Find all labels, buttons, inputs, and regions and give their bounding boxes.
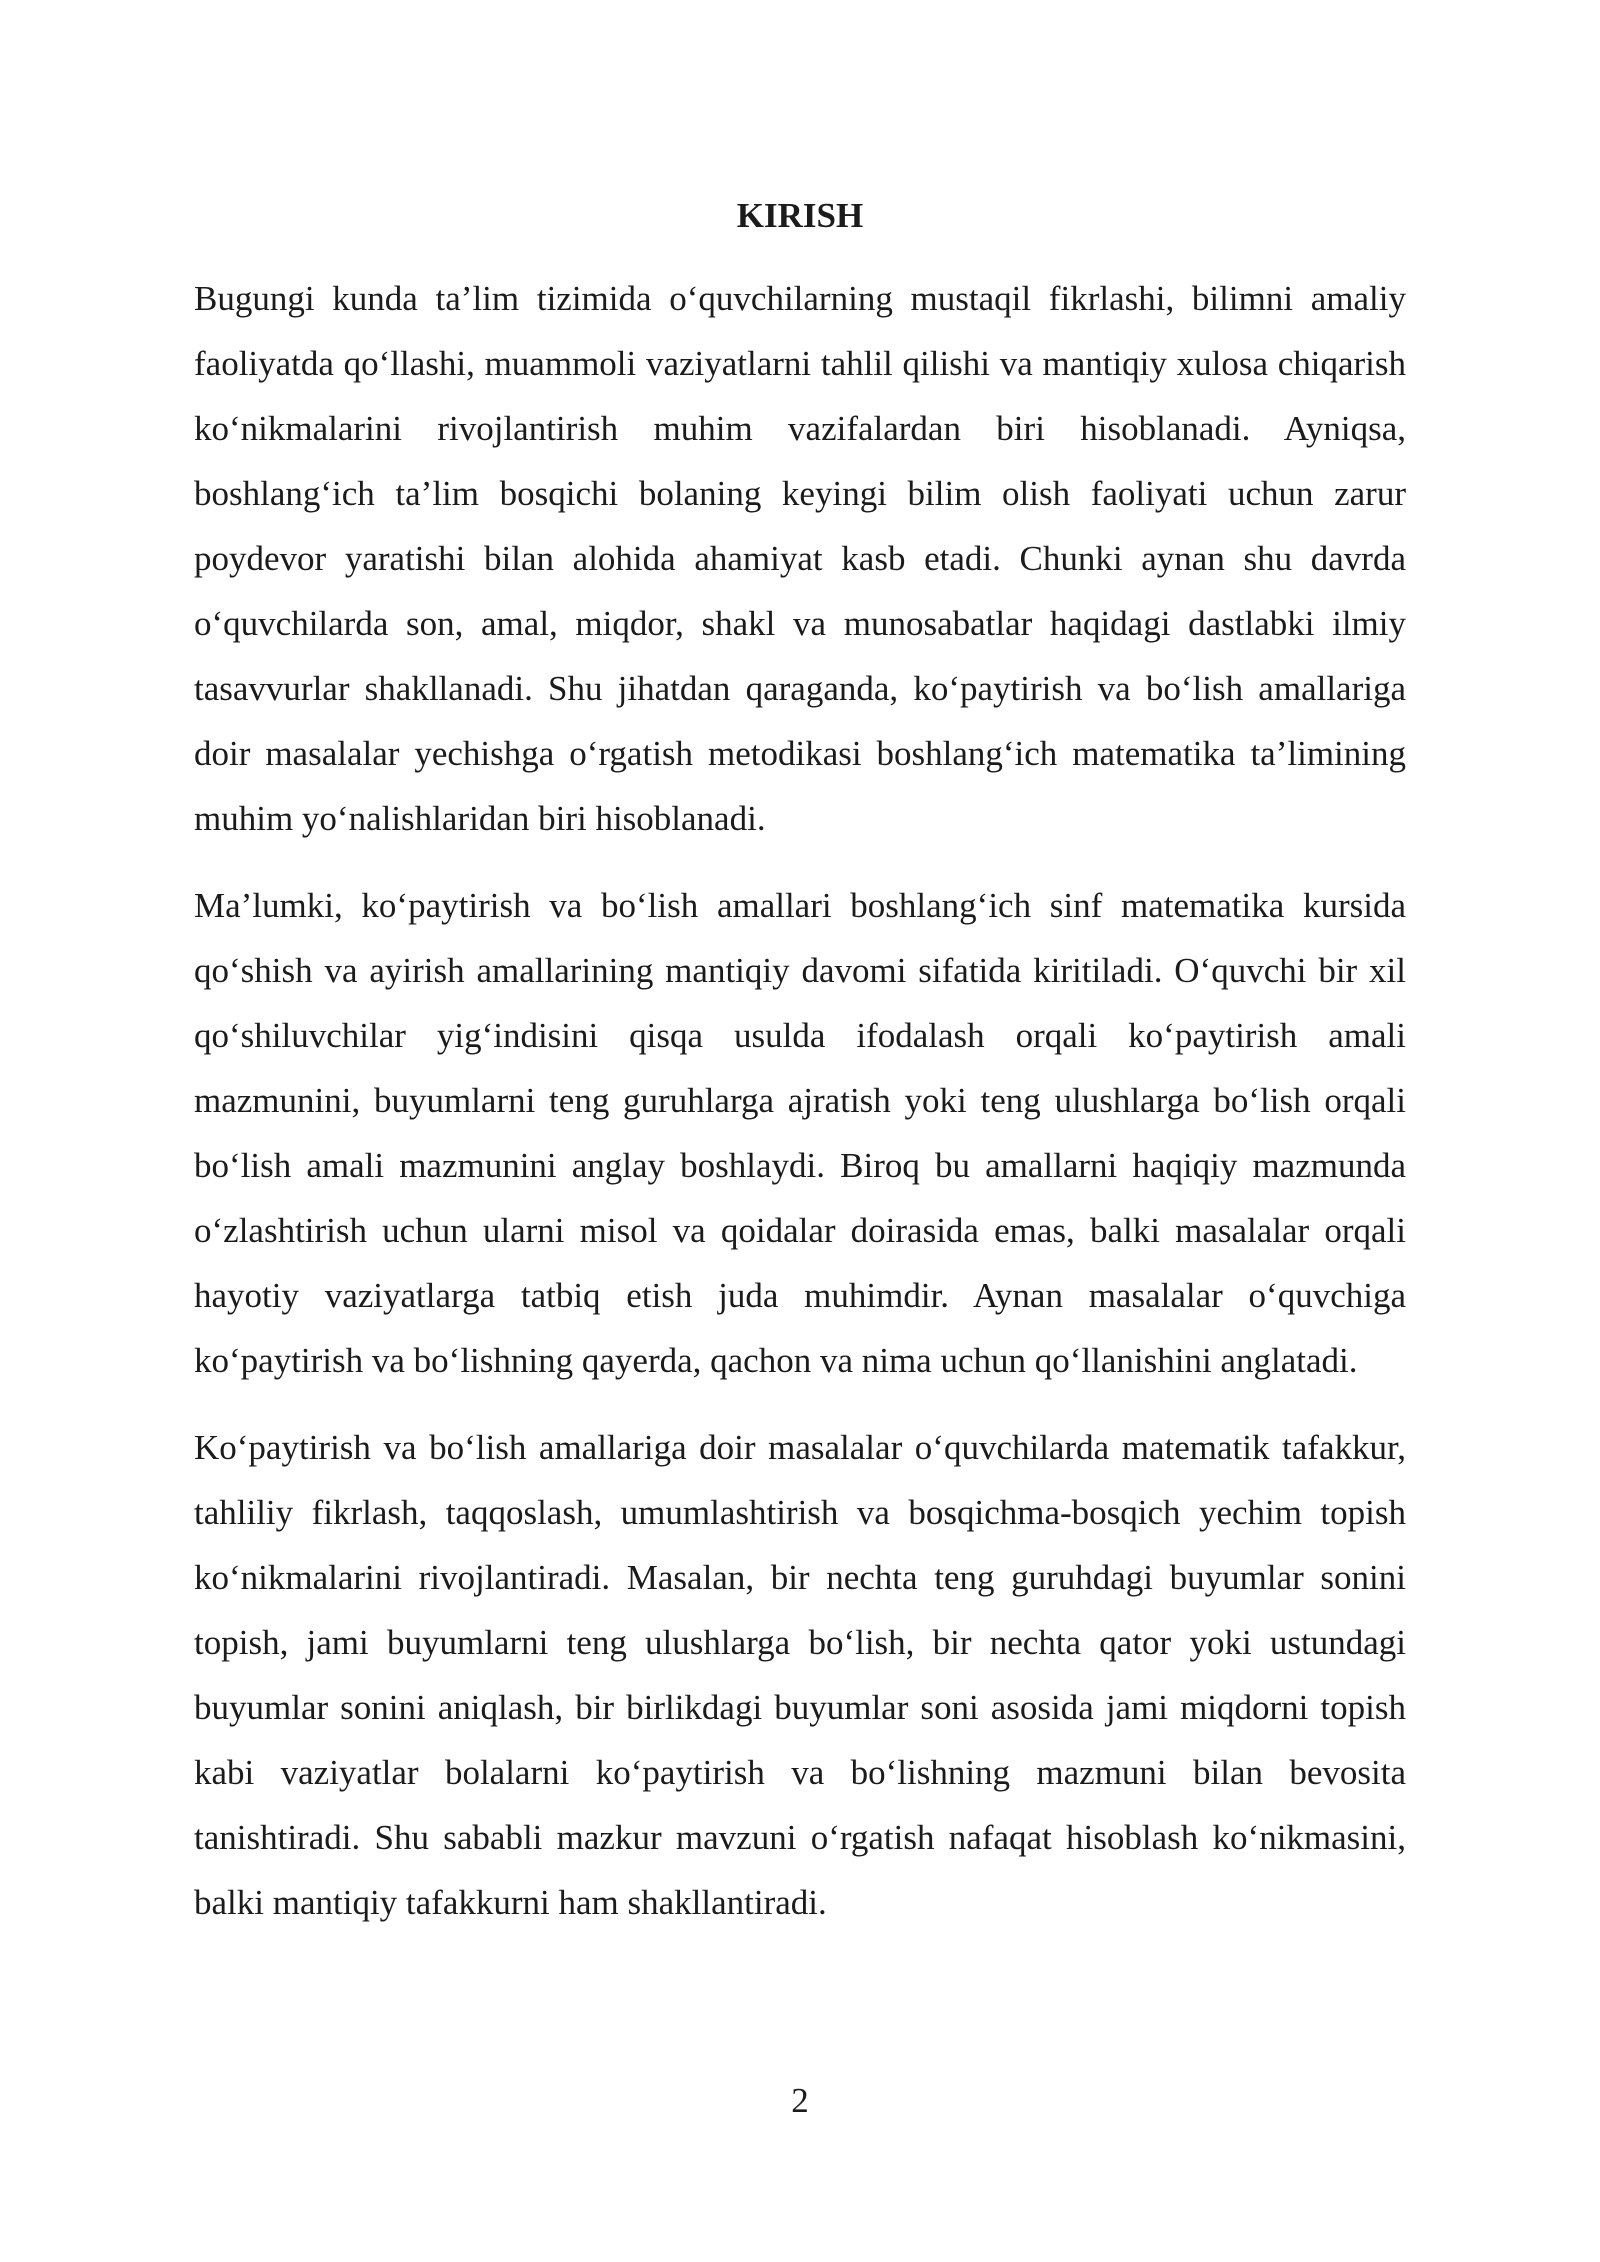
paragraph-2: Ma’lumki, ko‘paytirish va bo‘lish amallari boshlang‘ich sinf matematika kursida qo‘shish va ayirish amallarining mantiqiy davomi sifatida kiritiladi. O‘quvchi bir xil qo‘shiluvchilar yig‘indisini qisqa usulda ifodalash orqali ko‘paytirish amali mazmunini, buyumlarni teng guruhlarga ajratish yoki teng ulushlarga bo‘lish orqali bo‘lish amali mazmunini anglay boshlaydi. Biroq bu amallarni haqiqiy mazmunda o‘zlashtirish uchun ularni misol va qoidalar doirasida emas, balki masalalar orqali hayotiy vaziyatlarga tatbiq etish juda muhimdir. Aynan masalalar o‘quvchiga ko‘paytirish va bo‘lishning qayerda, qachon va nima uchun qo‘llanishini anglatadi. <box>194 886 1406 1380</box>
section-title: KIRISH <box>736 196 864 235</box>
paragraph-3: Ko‘paytirish va bo‘lish amallariga doir masalalar o‘quvchilarda matematik tafakkur, tahliliy fikrlash, taqqoslash, umumlashtirish va bosqichma-bosqich yechim topish ko‘nikmalarini rivojlantiradi. Masalan, bir nechta teng guruhdagi buyumlar sonini topish, jami buyumlarni teng ulushlarga bo‘lish, bir nechta qator yoki ustundagi buyumlar sonini aniqlash, bir birlikdagi buyumlar soni asosida jami miqdorni topish kabi vaziyatlar bolalarni ko‘paytirish va bo‘lishning mazmuni bilan bevosita tanishtiradi. Shu sababli mazkur mavzuni o‘rgatish nafaqat hisoblash ko‘nikmasini, balki mantiqiy tafakkurni ham shakllantiradi. <box>194 1428 1406 1922</box>
page-content <box>194 188 1406 1957</box>
page-number: 2 <box>791 2081 809 2120</box>
paragraph-1: Bugungi kunda ta’lim tizimida o‘quvchilarning mustaqil fikrlashi, bilimni amaliy faoliyatda qo‘llashi, muammoli vaziyatlarni tahlil qilishi va mantiqiy xulosa chiqarish ko‘nikmalarini rivojlantirish muhim vazifalardan biri hisoblanadi. Ayniqsa, boshlang‘ich ta’lim bosqichi bolaning keyingi bilim olish faoliyati uchun zarur poydevor yaratishi bilan alohida ahamiyat kasb etadi. Chunki aynan shu davrda o‘quvchilarda son, amal, miqdor, shakl va munosabatlar haqidagi dastlabki ilmiy tasavvurlar shakllanadi. Shu jihatdan qaraganda, ko‘paytirish va bo‘lish amallariga doir masalalar yechishga o‘rgatish metodikasi boshlang‘ich matematika ta’limining muhim yo‘nalishlaridan biri hisoblanadi. <box>194 279 1406 838</box>
